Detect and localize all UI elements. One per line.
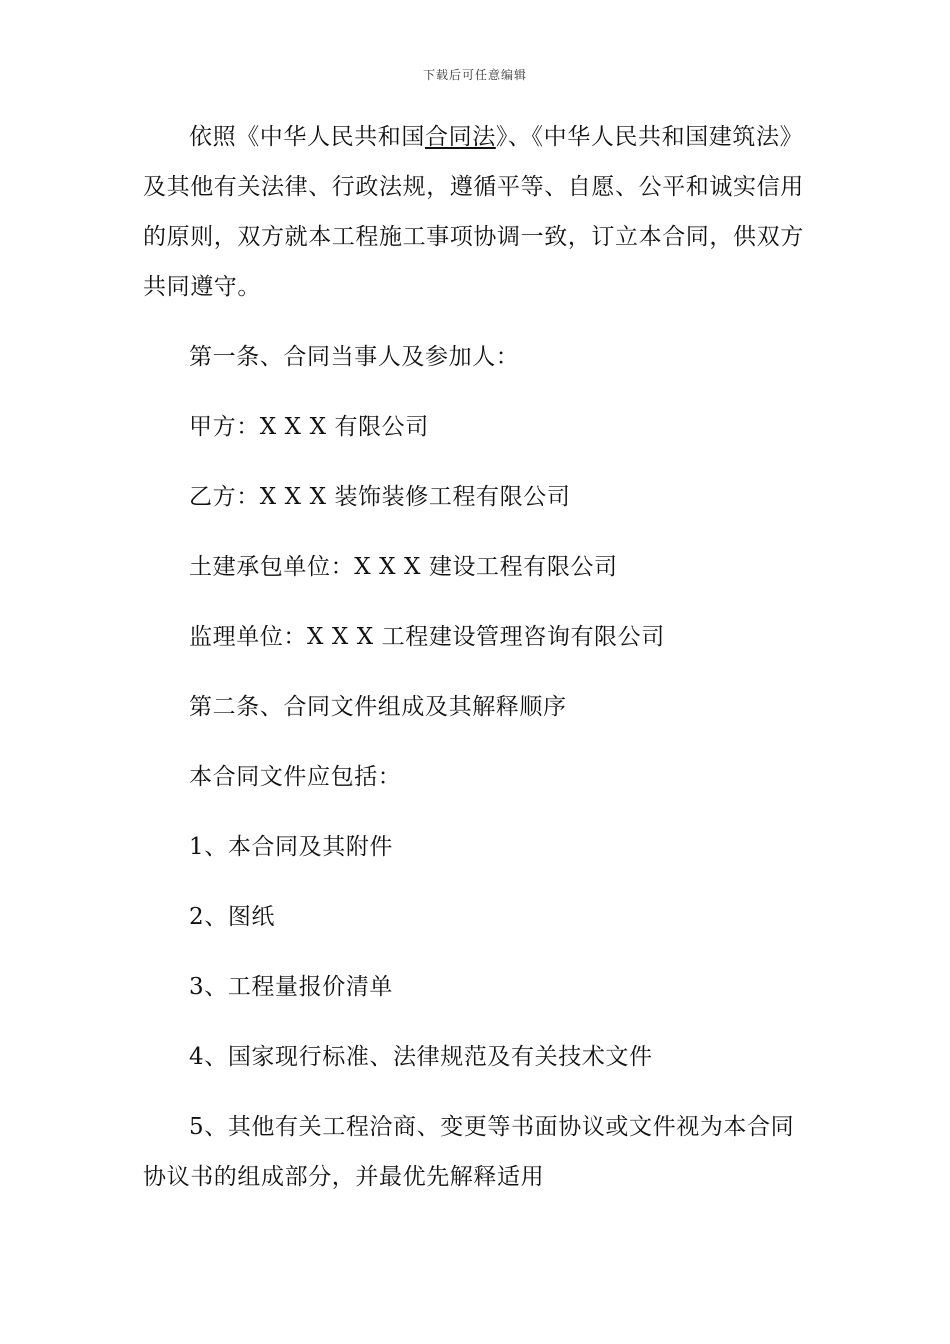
article-2-lead: 本合同文件应包括： [189,764,402,790]
list-item: 1、本合同及其附件 [189,834,394,860]
intro-text-end: 》、《中华人民共和国建筑法》及其他有关法律、行政法规，遵循平等、自愿、公平和诚实信用的原则，双方就本工程施工事项协调一致，订立本合同，供双方共同遵守。 [143,124,804,300]
intro-paragraph [143,112,807,312]
article-2-title: 第二条、合同文件组成及其解释顺序 [189,694,567,720]
party-a: 甲方：X X X 有限公司 [189,414,429,440]
supervisor: 监理单位：X X X 工程建设管理咨询有限公司 [189,624,665,650]
contract-law-link[interactable]: 合同法 [425,124,496,150]
party-b: 乙方：X X X 装饰装修工程有限公司 [189,484,571,510]
list-item: 3、工程量报价清单 [189,974,394,1000]
list-item: 4、国家现行标准、法律规范及有关技术文件 [189,1044,653,1070]
list-item: 5、其他有关工程洽商、变更等书面协议或文件视为本合同协议书的组成部分，并最优先解释适用 [143,1114,795,1190]
list-item: 2、图纸 [189,904,276,930]
civil-contractor: 土建承包单位：X X X 建设工程有限公司 [189,554,618,580]
intro-text-start: 依照《中华人民共和国 [189,124,425,150]
document-body [143,112,807,1202]
page-header-note: 下载后可任意编辑 [422,68,527,82]
article-1-title: 第一条、合同当事人及参加人： [189,344,520,370]
